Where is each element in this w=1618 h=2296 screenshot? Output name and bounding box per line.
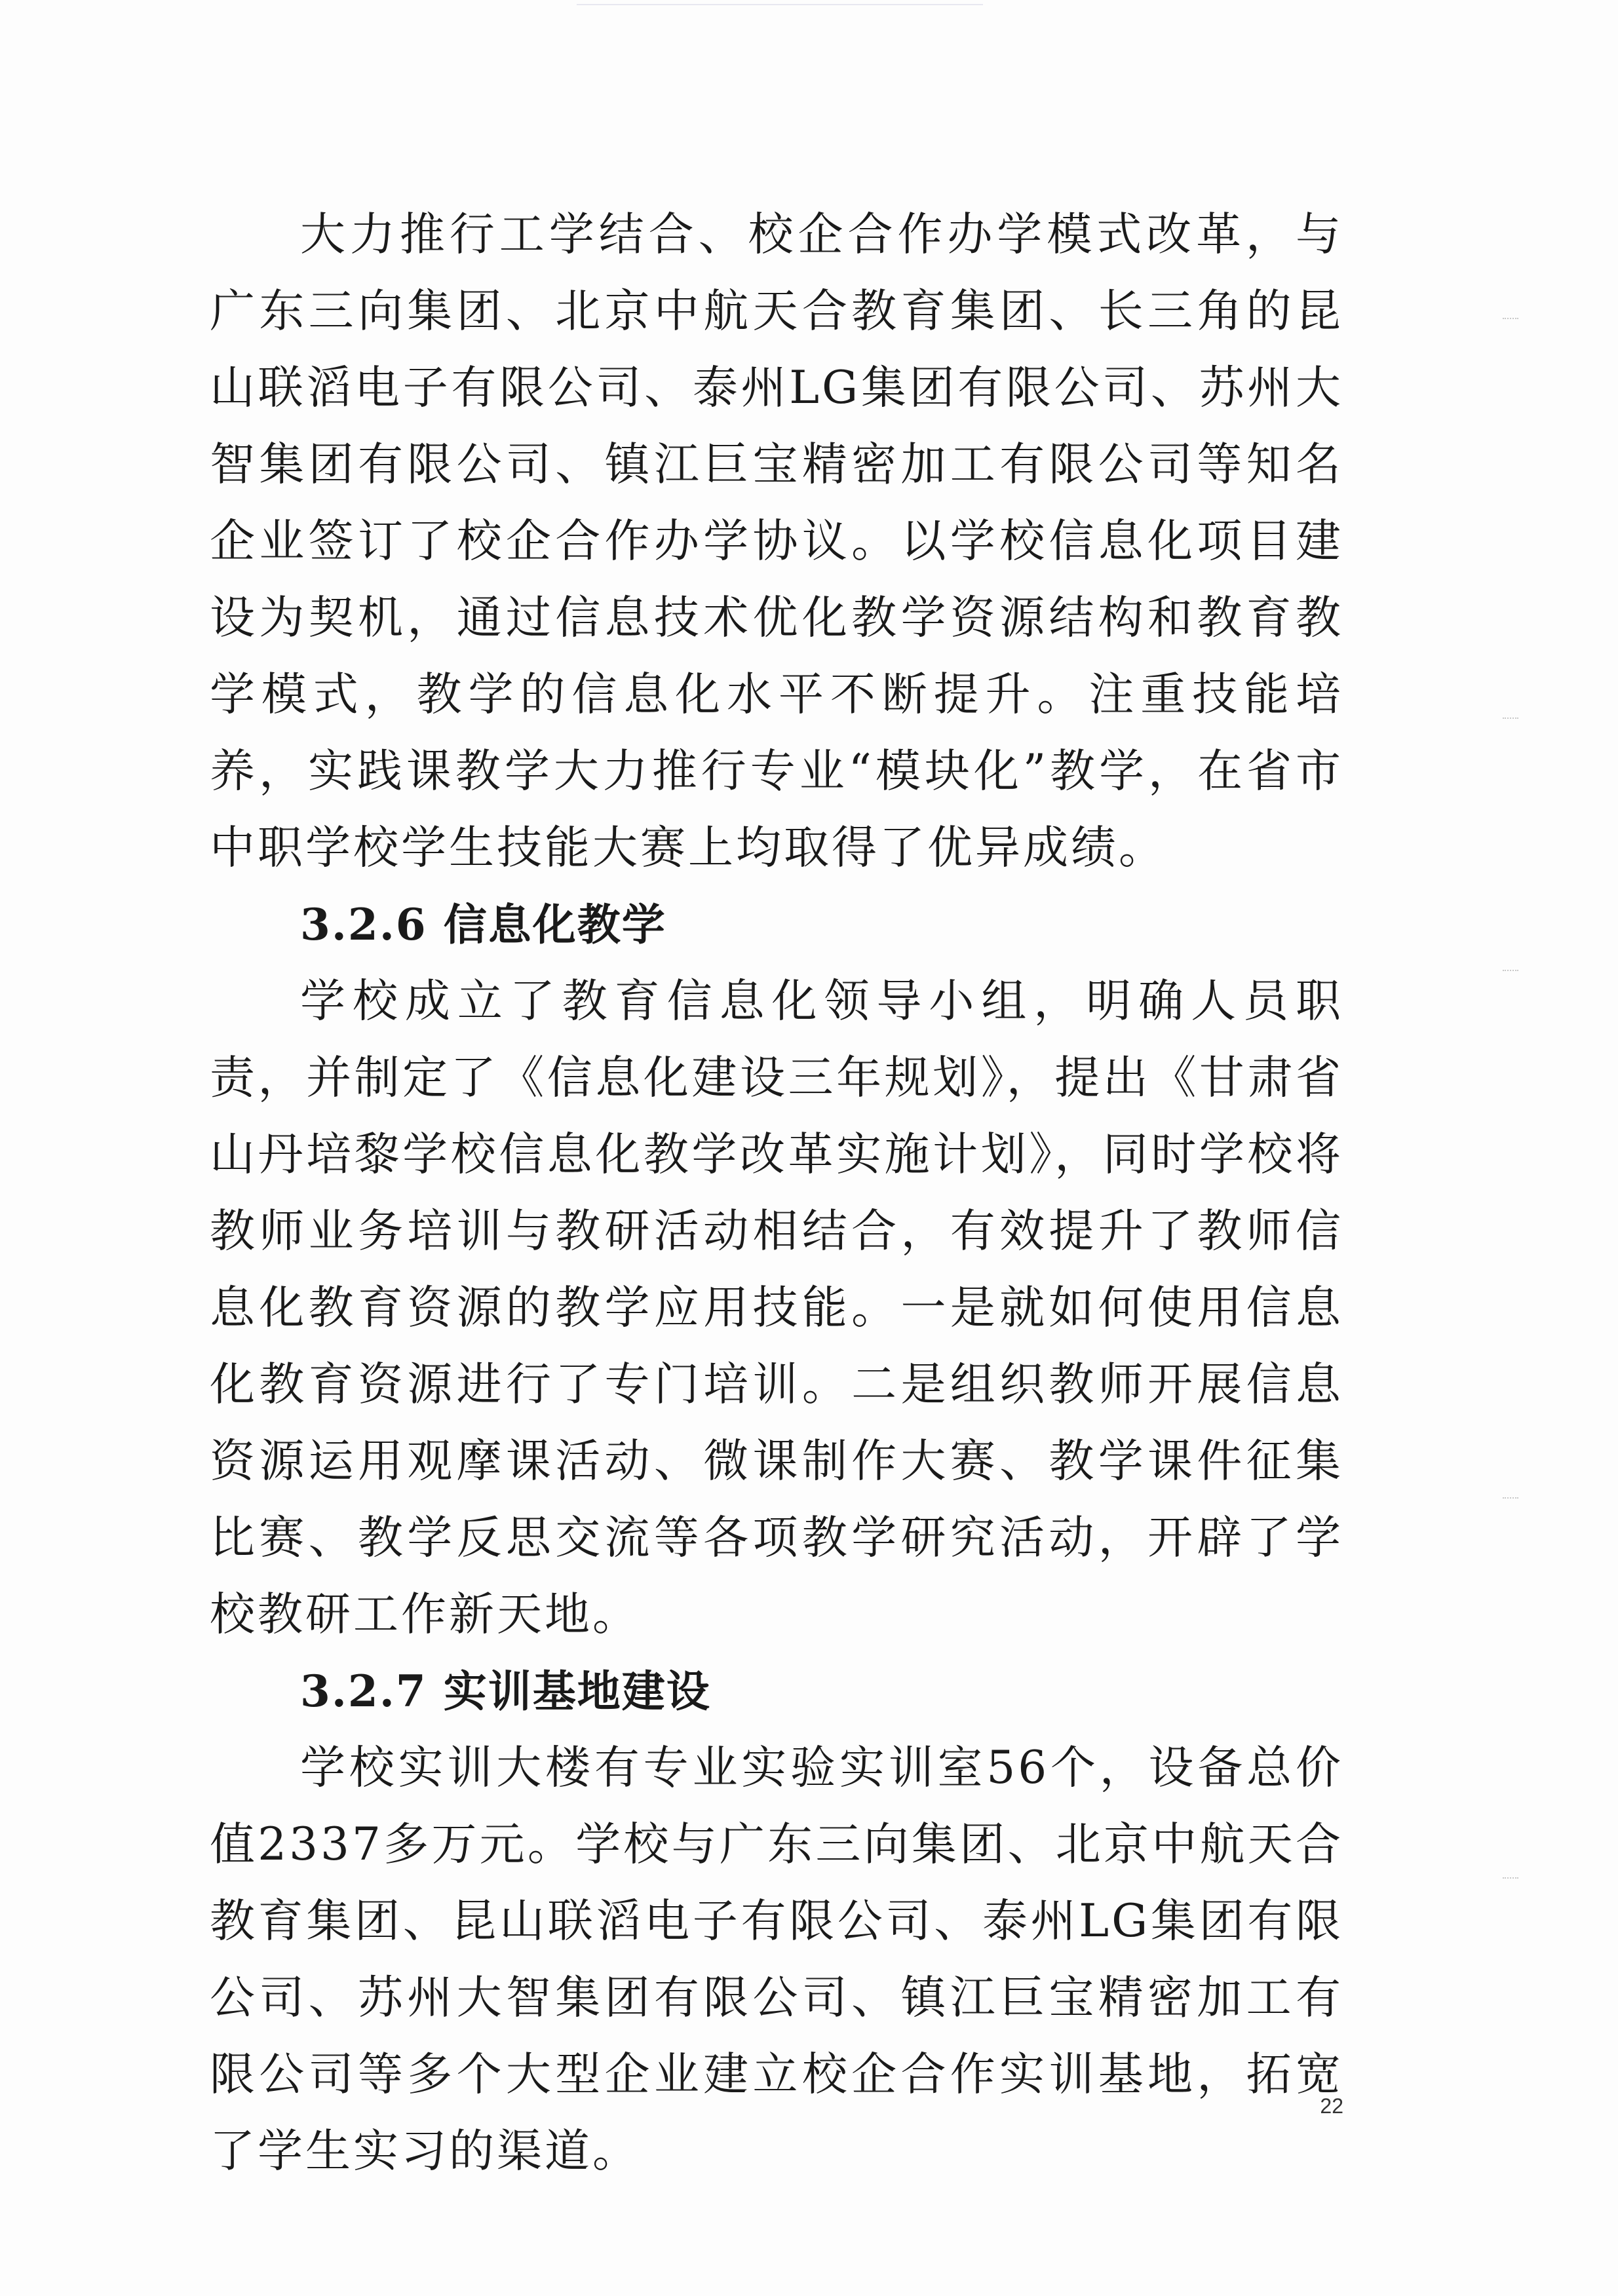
margin-mark [1503, 970, 1518, 971]
margin-mark [1503, 1877, 1518, 1879]
page-number: 22 [1320, 2094, 1343, 2118]
paragraph-informatized-teaching: 学校成立了教育信息化领导小组，明确人员职责，并制定了《信息化建设三年规划》，提出《甘肃省山丹培黎学校信息化教学改革实施计划》，同时学校将教师业务培训与教研活动相结合，有效提升了教师信息化教育资源的教学应用技能。一是就如何使用信息化教育资源进行了专门培训。二是组织教师开展信息资源运用观摩课活动、微课制作大赛、教学课件征集比赛、教学反思交流等各项教学研究活动，开辟了学校教研工作新天地。 [210, 975, 1343, 1641]
paragraph-school-enterprise-cooperation: 大力推行工学结合、校企合作办学模式改革，与广东三向集团、北京中航天合教育集团、长三角的昆山联滔电子有限公司、泰州LG集团有限公司、苏州大智集团有限公司、镇江巨宝精密加工有限公司等知名企业签订了校企合作办学协议。以学校信息化项目建设为契机，通过信息技术优化教学资源结构和教育教学模式，教学的信息化水平不断提升。注重技能培养，实践课教学大力推行专业“模块化”教学，在省市中职学校学生技能大赛上均取得了优异成绩。 [210, 208, 1343, 874]
paragraph-training-base: 学校实训大楼有专业实验实训室56个，设备总价值2337多万元。学校与广东三向集团、北京中航天合教育集团、昆山联滔电子有限公司、泰州LG集团有限公司、苏州大智集团有限公司、镇江巨宝精密加工有限公司等多个大型企业建立校企合作实训基地，拓宽了学生实习的渠道。 [210, 1742, 1343, 2177]
heading-training-base: 3.2.7 实训基地建设 [300, 1666, 711, 1717]
scan-artifact [577, 4, 983, 13]
document-body [210, 197, 1343, 2190]
margin-mark [1503, 718, 1518, 719]
margin-mark [1503, 318, 1518, 319]
heading-informatized-teaching: 3.2.6 信息化教学 [300, 899, 666, 950]
margin-mark [1503, 1497, 1518, 1499]
